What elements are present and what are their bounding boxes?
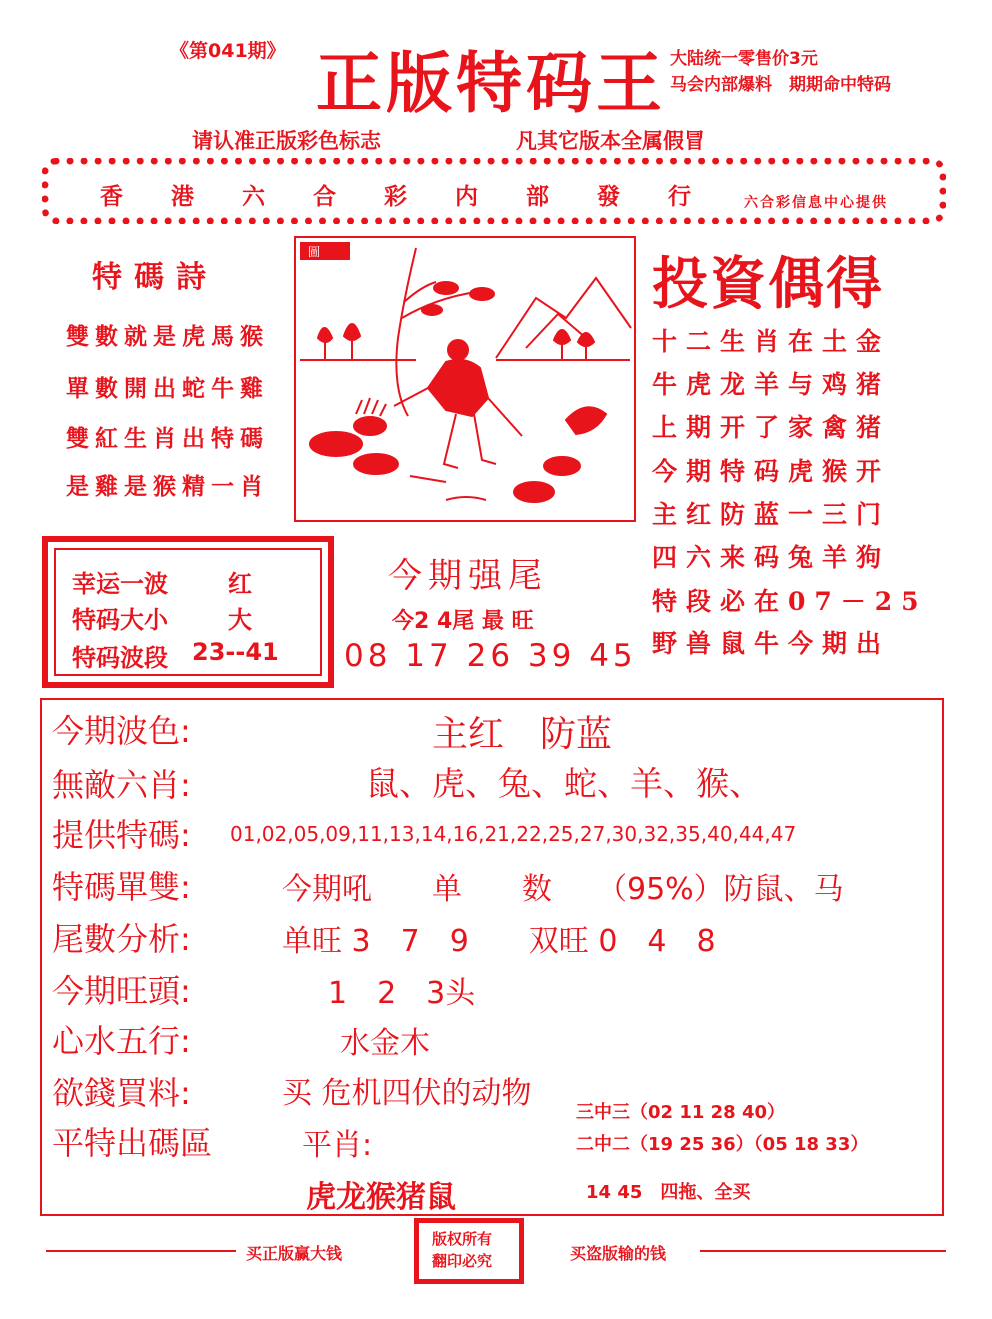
banner-note: 六合彩信息中心提供 [744, 195, 888, 211]
strong-tail-subtitle: 今2 4尾 最 旺 [392, 609, 534, 634]
five-elements-value: 水金木 [340, 1026, 430, 1061]
counterfeit-notice: 凡其它版本全属假冒 [516, 129, 705, 153]
issue-number: 《第041期》 [170, 40, 286, 62]
poem-line: 單數開出蛇牛雞 [66, 375, 269, 402]
invest-line: 主红防蓝一三门 [652, 500, 891, 529]
six-zodiac-value: 鼠、虎、兔、蛇、羊、猴、 [366, 764, 762, 803]
traveler-landscape-icon [294, 236, 636, 522]
six-zodiac-label: 無敵六肖: [52, 766, 191, 804]
lucky-wave-value: 红 [228, 570, 252, 598]
copyright-line-1: 版权所有 [432, 1230, 493, 1248]
lucky-wave-label: 幸运一波 [72, 570, 168, 598]
strong-tail-title: 今期强尾 [388, 556, 548, 596]
combo-drag: 14 45 四拖、全买 [586, 1182, 751, 1203]
footer-divider [700, 1250, 946, 1252]
invest-line: 上期开了家禽猪 [652, 413, 891, 442]
strong-tail-numbers: 08 17 26 39 45 [344, 638, 637, 674]
footer-right-text: 买盗版输的钱 [570, 1244, 667, 1263]
lucky-range-value: 23--41 [192, 638, 279, 666]
invest-line: 野兽鼠牛今期出 [652, 629, 891, 658]
flat-zone-label: 平特出碼區 [52, 1124, 213, 1162]
combo-two-of-two: 二中二（19 25 36）（05 18 33） [576, 1134, 869, 1155]
wave-color-value: 主红 防蓝 [432, 714, 613, 755]
illustration-stamp: 圖 [308, 245, 321, 259]
lucky-range-label: 特码波段 [72, 644, 168, 672]
invest-line: 牛虎龙羊与鸡猪 [652, 370, 891, 399]
copyright-line-2: 翻印必究 [432, 1252, 493, 1270]
tail-analysis-value: 单旺 3 7 9 双旺 0 4 8 [282, 924, 716, 959]
lucky-size-value: 大 [228, 606, 252, 634]
price-tagline: 大陆统一零售价3元 [670, 49, 818, 69]
special-codes-value: 01,02,05,09,11,13,14,16,21,22,25,27,30,32,35,40,44,47 [230, 822, 797, 846]
poem-line: 雙紅生肖出特碼 [66, 425, 269, 452]
buy-tip-value: 买 危机四伏的动物 [282, 1076, 532, 1111]
buy-tip-label: 欲錢買料: [52, 1074, 191, 1112]
wave-color-label: 今期波色: [52, 712, 191, 750]
head-label: 今期旺頭: [52, 972, 191, 1010]
footer-left-text: 买正版赢大钱 [246, 1244, 343, 1263]
head-value: 1 2 3头 [328, 976, 476, 1011]
banner-text: 香港六合彩内部發行 [100, 183, 739, 210]
flat-zodiac-value: 虎龙猴猪鼠 [306, 1180, 456, 1215]
invest-title: 投資偶得 [652, 251, 884, 317]
poem-line: 是雞是猴精一肖 [66, 473, 269, 500]
odd-even-value: 今期吼 单 数 （95%）防鼠、马 [282, 872, 844, 907]
lucky-size-label: 特码大小 [72, 606, 168, 634]
invest-line: 今期特码虎猴开 [652, 457, 891, 486]
promo-tagline: 马会内部爆料 期期命中特码 [670, 75, 891, 95]
five-elements-label: 心水五行: [52, 1022, 191, 1060]
poem-title: 特碼詩 [92, 260, 218, 295]
footer-divider [46, 1250, 236, 1252]
flat-zodiac-label: 平肖: [302, 1128, 373, 1163]
combo-three-of-three: 三中三（02 11 28 40） [576, 1102, 785, 1123]
poem-line: 雙數就是虎馬猴 [66, 323, 269, 350]
invest-line: 特段必在07－25 [652, 587, 928, 616]
invest-line: 四六来码兔羊狗 [652, 543, 891, 572]
odd-even-label: 特碼單雙: [52, 868, 191, 906]
invest-line: 十二生肖在土金 [652, 327, 891, 356]
page-title: 正版特码王 [316, 44, 666, 122]
authenticity-notice: 请认准正版彩色标志 [192, 129, 381, 153]
tail-analysis-label: 尾數分析: [52, 920, 191, 958]
special-codes-label: 提供特碼: [52, 816, 191, 854]
